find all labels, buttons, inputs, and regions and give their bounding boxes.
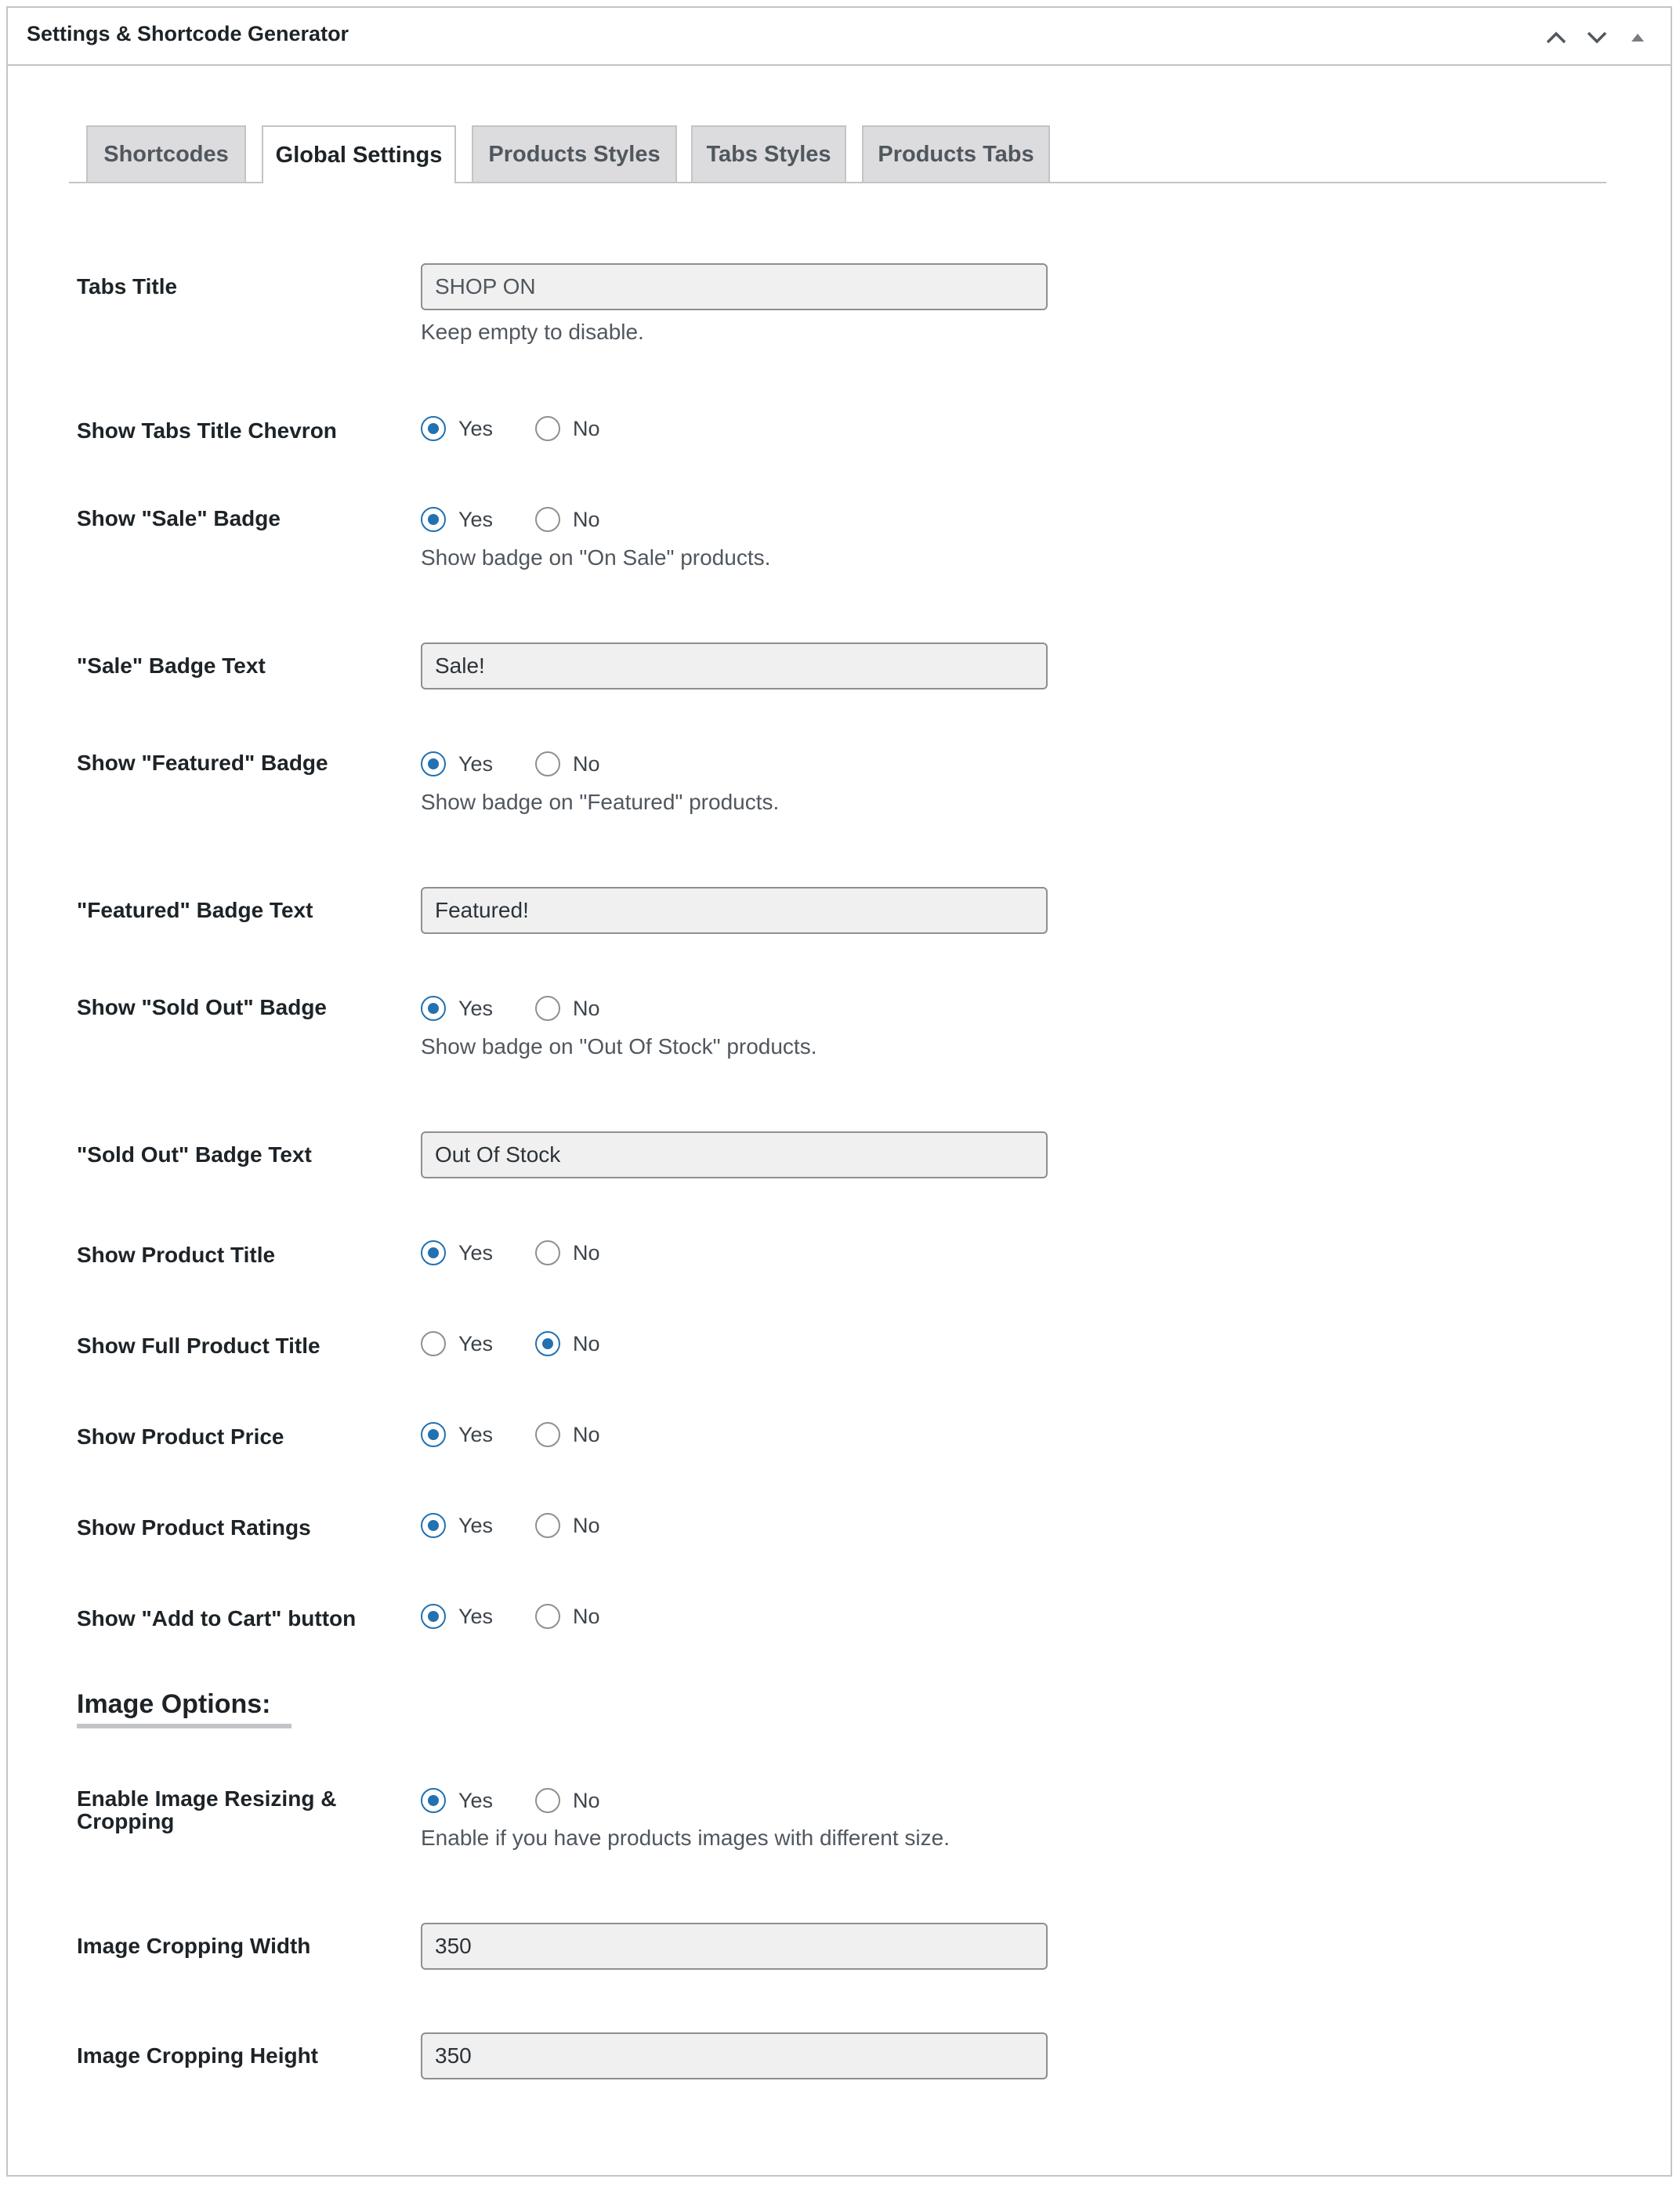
featured-text-input[interactable] [421, 887, 1048, 934]
price-label: Show Product Price [77, 1424, 284, 1449]
product-title-yes-radio[interactable] [421, 1240, 446, 1265]
featured-badge-yes-radio[interactable] [421, 751, 446, 776]
tab-products-styles[interactable]: Products Styles [472, 125, 677, 182]
tabs-title-label: Tabs Title [77, 274, 178, 299]
soldout-text-input[interactable] [421, 1131, 1048, 1178]
panel-title: Settings & Shortcode Generator [27, 22, 349, 45]
ratings-no-label: No [573, 1514, 600, 1537]
soldout-badge-label: Show "Sold Out" Badge [77, 995, 327, 1019]
product-title-no-radio[interactable] [535, 1240, 560, 1265]
featured-badge-yes-label: Yes [458, 752, 494, 776]
image-options-heading: Image Options: [77, 1689, 271, 1719]
chevron-down-icon[interactable] [1581, 22, 1613, 53]
resizing-label-line1: Enable Image Resizing & [77, 1786, 337, 1811]
product-title-label: Show Product Title [77, 1243, 276, 1267]
crop-height-input[interactable] [421, 2032, 1048, 2079]
chevron-yes-label: Yes [458, 417, 494, 440]
full-title-label: Show Full Product Title [77, 1334, 320, 1358]
panel-header [8, 8, 1671, 66]
chevron-up-icon[interactable] [1541, 22, 1572, 53]
chevron-no-radio[interactable] [535, 416, 560, 441]
soldout-badge-yes-label: Yes [458, 997, 494, 1020]
sale-text-input[interactable] [421, 642, 1048, 689]
sale-text-label: "Sale" Badge Text [77, 653, 266, 678]
resizing-label-line2: Cropping [77, 1809, 175, 1833]
soldout-text-label: "Sold Out" Badge Text [77, 1142, 312, 1167]
sale-badge-yes-label: Yes [458, 508, 494, 531]
resizing-label [77, 1787, 336, 1833]
resizing-yes-radio[interactable] [421, 1788, 446, 1813]
price-no-radio[interactable] [535, 1422, 560, 1447]
add-to-cart-label: Show "Add to Cart" button [77, 1606, 357, 1630]
add-to-cart-yes-label: Yes [458, 1605, 494, 1628]
tab-global-settings[interactable]: Global Settings [262, 125, 456, 183]
resizing-no-radio[interactable] [535, 1788, 560, 1813]
tab-shortcodes[interactable]: Shortcodes [86, 125, 246, 182]
full-title-no-radio[interactable] [535, 1331, 560, 1356]
sale-badge-desc: Show badge on "On Sale" products. [421, 545, 771, 570]
sale-badge-no-label: No [573, 508, 600, 531]
crop-height-label: Image Cropping Height [77, 2043, 318, 2068]
featured-badge-label: Show "Featured" Badge [77, 751, 328, 775]
sale-badge-yes-radio[interactable] [421, 507, 446, 532]
settings-panel [6, 6, 1672, 2177]
product-title-yes-label: Yes [458, 1241, 494, 1265]
chevron-label: Show Tabs Title Chevron [77, 418, 337, 443]
crop-width-label: Image Cropping Width [77, 1934, 311, 1958]
full-title-no-label: No [573, 1332, 600, 1355]
section-divider [77, 1724, 291, 1728]
tab-products-tabs[interactable]: Products Tabs [862, 125, 1050, 182]
soldout-badge-no-label: No [573, 997, 600, 1020]
resizing-yes-label: Yes [458, 1789, 494, 1812]
add-to-cart-no-radio[interactable] [535, 1604, 560, 1629]
price-yes-radio[interactable] [421, 1422, 446, 1447]
soldout-badge-desc: Show badge on "Out Of Stock" products. [421, 1034, 817, 1059]
crop-width-input[interactable] [421, 1923, 1048, 1970]
resizing-desc: Enable if you have products images with different size. [421, 1826, 950, 1850]
featured-badge-no-label: No [573, 752, 600, 776]
tabs-bar [69, 119, 1606, 183]
full-title-yes-radio[interactable] [421, 1331, 446, 1356]
product-title-no-label: No [573, 1241, 600, 1265]
featured-badge-no-radio[interactable] [535, 751, 560, 776]
featured-text-label: "Featured" Badge Text [77, 898, 313, 922]
price-yes-label: Yes [458, 1423, 494, 1446]
ratings-yes-radio[interactable] [421, 1513, 446, 1538]
triangle-up-icon[interactable] [1622, 22, 1653, 53]
ratings-label: Show Product Ratings [77, 1515, 311, 1540]
tabs-title-desc: Keep empty to disable. [421, 320, 644, 344]
featured-badge-desc: Show badge on "Featured" products. [421, 790, 780, 814]
price-no-label: No [573, 1423, 600, 1446]
resizing-no-label: No [573, 1789, 600, 1812]
add-to-cart-yes-radio[interactable] [421, 1604, 446, 1629]
sale-badge-label: Show "Sale" Badge [77, 506, 281, 530]
soldout-badge-no-radio[interactable] [535, 996, 560, 1021]
tabs-title-input[interactable] [421, 263, 1048, 310]
tab-tabs-styles[interactable]: Tabs Styles [691, 125, 846, 182]
chevron-yes-radio[interactable] [421, 416, 446, 441]
full-title-yes-label: Yes [458, 1332, 494, 1355]
chevron-no-label: No [573, 417, 600, 440]
ratings-yes-label: Yes [458, 1514, 494, 1537]
soldout-badge-yes-radio[interactable] [421, 996, 446, 1021]
add-to-cart-no-label: No [573, 1605, 600, 1628]
ratings-no-radio[interactable] [535, 1513, 560, 1538]
sale-badge-no-radio[interactable] [535, 507, 560, 532]
